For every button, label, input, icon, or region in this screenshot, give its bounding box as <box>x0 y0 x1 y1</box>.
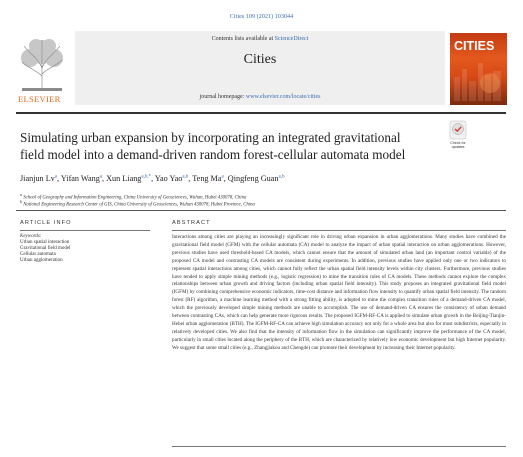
journal-homepage-link[interactable]: www.elsevier.com/locate/cities <box>245 94 321 100</box>
check-for-updates-icon[interactable] <box>449 120 467 140</box>
author-list <box>20 174 285 183</box>
keyword-item: Urban spatial interaction <box>20 240 70 245</box>
keyword-item: Urban agglomeration <box>20 258 63 263</box>
author-affiliation-marker[interactable]: a <box>54 174 58 180</box>
author-separator: , <box>102 174 107 183</box>
homepage-prefix: journal homepage: <box>199 94 246 100</box>
author-affiliation-marker[interactable]: a <box>221 174 224 180</box>
section-divider <box>16 210 506 211</box>
header-divider <box>16 112 506 114</box>
affiliation-text: School of Geography and Information Engineering, China University of Geosciences, Wuhan, Hubei 430078, China <box>22 195 247 201</box>
article-info-heading: ARTICLE INFO <box>20 220 72 226</box>
affiliation <box>20 199 255 208</box>
check-for-updates-label[interactable] <box>447 141 469 149</box>
author-name[interactable]: Teng Ma <box>192 174 222 183</box>
contents-available-line <box>75 36 445 42</box>
journal-name[interactable]: Cities <box>243 52 277 67</box>
abstract-text: Interactions among cities are playing an increasingly significant role in driving urban expansion in urban agglomerations. Many studies have combined the gravitational field model (GFM) with the cellular automata (CA) model to analyze the impact of urban spatial interaction on urban agglomerations. However, previous studies have used threshold-based CA models, which cannot ensure that the amount of simulated urban land (an important control variable) of the proposed CA model and contrasting CA models are consistent during experiments. In addition, previous studies have applied only one or two indicators to represent spatial interactions among cities, which cannot fully reflect the urban spatial field intensity levels within city clusters. Furthermore, previous studies have tended to apply simple mining methods (e.g., logistic regression) to mine the transition rules of CA models. These methods cannot explore the complex relationships between urban growth and driving factors (including urban spatial field intensity). This study proposes an integrated gravitational field model (IGFM) by combining comprehensive economic indicators, time-cost distance and information flow intensity to quantify urban spatial field intensity. The random forest (RF) algorithm, a machine learning method with a strong fitting ability, is adopted to mine the complex transition rules of a demand-driven CA model, which the previously developed simple mining methods are unable to accomplish. The use of demand-driven CA ensures the consistency of urban demand between contrasting CAs, which can help generate more rigorous results. The proposed IGFM-RF-CA is applied to simulate urban growth in the Beijing-Tianjin-Hebei urban agglomeration (BTH). The IGFM-RF-CA can achieve high simulation accuracy not only for a whole area but also for most subdistricts, especially in relatively developed cities. We also find that the intensity of information flow in the simulation can significantly improve the performance of the CA model, particularly in small cities located along the periphery of the BTH, which are characterized by relatively low economic development but high Internet popularity. We suggest that some small cities (e.g., Zhangjiakou and Chengde) can promote their development by increasing their Internet popularity. <box>172 234 506 351</box>
author-separator: , <box>223 174 228 183</box>
keywords-label: Keywords: <box>20 234 42 239</box>
author-name[interactable]: Yifan Wang <box>60 174 100 183</box>
check-label-line-2: updates <box>451 145 465 149</box>
journal-homepage-line <box>75 94 445 100</box>
article-info-rule <box>20 230 150 231</box>
abstract-bottom-rule <box>172 446 506 447</box>
author-affiliation-marker[interactable]: a,b,* <box>141 174 152 180</box>
publisher-logo-text[interactable]: ELSEVIER <box>18 94 61 104</box>
abstract-rule <box>172 230 506 231</box>
abstract-heading: ABSTRACT <box>172 220 211 226</box>
affiliation-marker: b <box>20 199 22 204</box>
article-title-line-2: field model into a demand-driven random forest-cellular automata model <box>20 147 406 162</box>
keyword-item: Gravitational field model <box>20 246 71 251</box>
author-affiliation-marker[interactable]: a <box>99 174 103 180</box>
contents-prefix: Contents lists available at <box>211 36 275 42</box>
check-label-line-1: Check for <box>450 141 466 145</box>
article-title <box>20 129 410 163</box>
journal-cover-title: CITIES <box>454 39 495 53</box>
author-name[interactable]: Xun Liang <box>106 174 142 183</box>
author-name[interactable]: Yao Yao <box>154 174 183 183</box>
keyword-item: Cellular automata <box>20 252 56 257</box>
affiliation-marker: a <box>20 192 22 197</box>
author-affiliation-marker[interactable]: a,b <box>278 174 285 180</box>
sciencedirect-link[interactable]: ScienceDirect <box>274 36 309 42</box>
author-separator: , <box>151 174 155 183</box>
author-name[interactable]: Qingfeng Guan <box>227 174 279 183</box>
author-affiliation-marker[interactable]: a,b <box>182 174 189 180</box>
article-title-line-1: Simulating urban expansion by incorporating an integrated gravitational <box>20 130 401 145</box>
elsevier-tree-logo <box>16 36 68 102</box>
author-separator: , <box>188 174 193 183</box>
journal-citation[interactable]: Cities 109 (2021) 103044 <box>229 13 294 20</box>
author-separator: , <box>57 174 61 183</box>
affiliation-text: National Engineering Research Center of GIS, China University of Geosciences, Wuhan 430078, Hubei Province, China <box>22 202 255 208</box>
author-name[interactable]: Jianjun Lv <box>20 174 55 183</box>
